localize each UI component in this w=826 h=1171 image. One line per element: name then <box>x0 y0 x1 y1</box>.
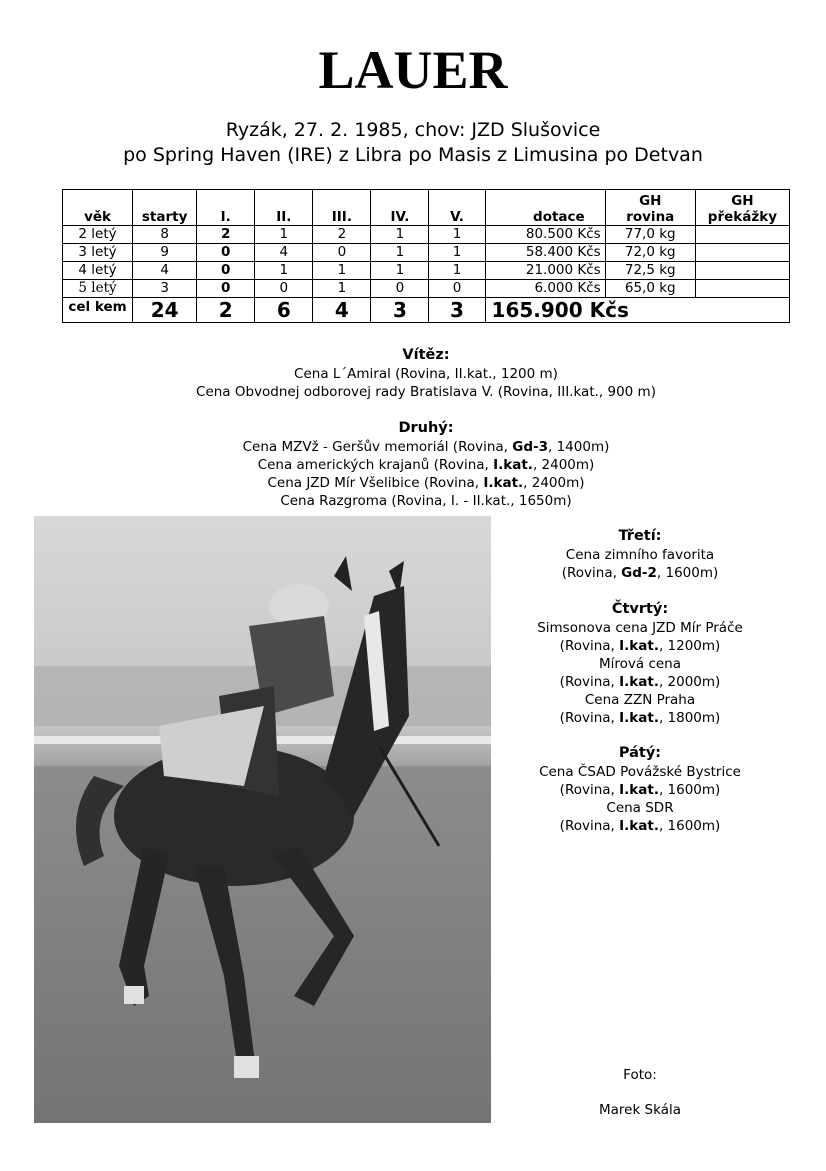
gh-label: GH <box>639 193 662 209</box>
cell-gh-prekazky <box>695 226 789 244</box>
col-II: II. <box>255 190 313 226</box>
druhy-section <box>0 418 826 510</box>
ctvrty-heading: Čtvrtý: <box>611 601 669 617</box>
table-row <box>63 262 790 280</box>
cell-dotace: 21.000 Kčs <box>485 262 605 280</box>
race-item: Cena Obvodnej odborovej rady Bratislava V. (Rovina, III.kat., 900 m) <box>196 384 656 400</box>
race-item: Mírová cena <box>598 656 682 672</box>
cell-V: 0 <box>429 280 485 298</box>
race-item <box>0 438 826 456</box>
race-stats-table <box>62 189 790 323</box>
race-category: I.kat. <box>483 475 524 491</box>
cell-starty: 9 <box>133 244 197 262</box>
cell-starty: 3 <box>133 280 197 298</box>
race-text: (Rovina, <box>559 674 620 690</box>
cell-gh-rovina: 72,5 kg <box>605 262 695 280</box>
gh-label: GH <box>731 193 754 209</box>
total-I: 2 <box>197 298 255 323</box>
treti-section <box>490 526 790 582</box>
race-text: , 1400m) <box>548 439 610 455</box>
cell-III: 0 <box>313 244 371 262</box>
total-II: 6 <box>255 298 313 323</box>
cell-dotace: 80.500 Kčs <box>485 226 605 244</box>
total-V: 3 <box>429 298 485 323</box>
racehorse-image <box>34 516 491 1123</box>
race-text: , 1800m) <box>658 710 721 726</box>
race-item <box>490 673 790 691</box>
table-row <box>63 280 790 298</box>
race-item: Cena SDR <box>606 800 674 816</box>
race-text: (Rovina, <box>559 638 620 654</box>
cell-I: 0 <box>197 280 255 298</box>
rovina-label: rovina <box>626 209 675 225</box>
cell-II: 4 <box>255 244 313 262</box>
cell-III: 1 <box>313 280 371 298</box>
col-gh-rovina <box>605 190 695 226</box>
race-category: Gd-2 <box>621 565 657 581</box>
cell-gh-rovina: 72,0 kg <box>605 244 695 262</box>
cell-vek: 2 letý <box>63 226 133 244</box>
race-category: I.kat. <box>619 710 659 726</box>
prekazky-label: překážky <box>707 209 777 225</box>
cell-IV: 1 <box>371 244 429 262</box>
photo-credit-label: Foto: <box>623 1067 657 1083</box>
race-item <box>490 817 790 835</box>
total-starty: 24 <box>133 298 197 323</box>
race-category: Gd-3 <box>512 439 549 455</box>
race-item: Cena L´Amiral (Rovina, II.kat., 1200 m) <box>294 366 558 382</box>
race-text: , 1600m) <box>658 782 721 798</box>
race-text: (Rovina, <box>559 710 620 726</box>
race-item: Cena Razgroma (Rovina, I. - II.kat., 1650m) <box>280 493 572 509</box>
cell-starty: 4 <box>133 262 197 280</box>
cell-vek: 4 letý <box>63 262 133 280</box>
cell-gh-prekazky <box>695 280 789 298</box>
cell-starty: 8 <box>133 226 197 244</box>
table-row <box>63 244 790 262</box>
table-total-row <box>63 298 790 323</box>
race-item <box>490 637 790 655</box>
cell-gh-prekazky <box>695 244 789 262</box>
cell-II: 1 <box>255 262 313 280</box>
race-text: , 1600m) <box>658 818 721 834</box>
cell-vek: 5 letý <box>63 280 133 298</box>
race-text: (Rovina, <box>561 565 622 581</box>
paty-heading: Pátý: <box>618 745 662 761</box>
druhy-heading: Druhý: <box>398 420 454 436</box>
col-I: I. <box>197 190 255 226</box>
col-gh-prekazky <box>695 190 789 226</box>
cell-III: 2 <box>313 226 371 244</box>
total-label: cel kem <box>63 298 133 323</box>
race-text: , 2000m) <box>658 674 721 690</box>
race-item <box>490 564 790 582</box>
race-category: I.kat. <box>493 457 533 473</box>
race-text: , 2400m) <box>523 475 585 491</box>
col-V: V. <box>429 190 485 226</box>
cell-IV: 1 <box>371 226 429 244</box>
race-item: Simsonova cena JZD Mír Práče <box>537 620 743 636</box>
race-item: Cena ČSAD Povážské Bystrice <box>539 764 741 780</box>
race-text: Cena JZD Mír Všelibice (Rovina, <box>267 475 484 491</box>
cell-dotace: 58.400 Kčs <box>485 244 605 262</box>
cell-gh-prekazky <box>695 262 789 280</box>
cell-gh-rovina: 65,0 kg <box>605 280 695 298</box>
cell-I: 0 <box>197 244 255 262</box>
race-category: I.kat. <box>619 782 659 798</box>
cell-II: 0 <box>255 280 313 298</box>
page-title: LAUER <box>318 40 508 100</box>
vitez-section <box>0 345 826 401</box>
cell-V: 1 <box>429 262 485 280</box>
col-starty: starty <box>133 190 197 226</box>
col-III: III. <box>313 190 371 226</box>
race-item <box>490 709 790 727</box>
vitez-heading: Vítěz: <box>402 347 450 363</box>
cell-vek: 3 letý <box>63 244 133 262</box>
race-item <box>490 781 790 799</box>
table-row <box>63 226 790 244</box>
cell-III: 1 <box>313 262 371 280</box>
race-item: Cena ZZN Praha <box>584 692 696 708</box>
race-text: (Rovina, <box>559 782 620 798</box>
cell-V: 1 <box>429 226 485 244</box>
pedigree: po Spring Haven (IRE) z Libra po Masis z Limusina po Detvan <box>123 144 703 166</box>
race-text: Cena MZVž - Geršův memoriál (Rovina, <box>242 439 513 455</box>
cell-I: 2 <box>197 226 255 244</box>
paty-section <box>490 743 790 835</box>
cell-I: 0 <box>197 262 255 280</box>
col-vek: věk <box>63 190 133 226</box>
treti-heading: Třetí: <box>618 528 662 544</box>
ctvrty-section <box>490 599 790 727</box>
race-category: I.kat. <box>619 818 659 834</box>
cell-dotace: 6.000 Kčs <box>485 280 605 298</box>
race-text: (Rovina, <box>559 818 620 834</box>
race-item: Cena zimního favorita <box>565 547 715 563</box>
race-item <box>0 456 826 474</box>
cell-IV: 1 <box>371 262 429 280</box>
col-dotace: dotace <box>485 190 605 226</box>
race-category: I.kat. <box>619 674 659 690</box>
total-III: 4 <box>313 298 371 323</box>
cell-V: 1 <box>429 244 485 262</box>
horse-photo <box>34 516 491 1123</box>
race-text: Cena amerických krajanů (Rovina, <box>257 457 494 473</box>
photo-credit-author: Marek Skála <box>598 1102 682 1118</box>
cell-IV: 0 <box>371 280 429 298</box>
race-item <box>0 474 826 492</box>
race-text: , 1600m) <box>656 565 719 581</box>
race-text: , 2400m) <box>532 457 595 473</box>
race-category: I.kat. <box>619 638 659 654</box>
cell-II: 1 <box>255 226 313 244</box>
total-IV: 3 <box>371 298 429 323</box>
col-IV: IV. <box>371 190 429 226</box>
race-text: , 1200m) <box>658 638 721 654</box>
total-dotace: 165.900 Kčs <box>485 298 789 323</box>
horse-info: Ryzák, 27. 2. 1985, chov: JZD Slušovice <box>225 119 601 141</box>
table-header <box>63 190 790 226</box>
cell-gh-rovina: 77,0 kg <box>605 226 695 244</box>
